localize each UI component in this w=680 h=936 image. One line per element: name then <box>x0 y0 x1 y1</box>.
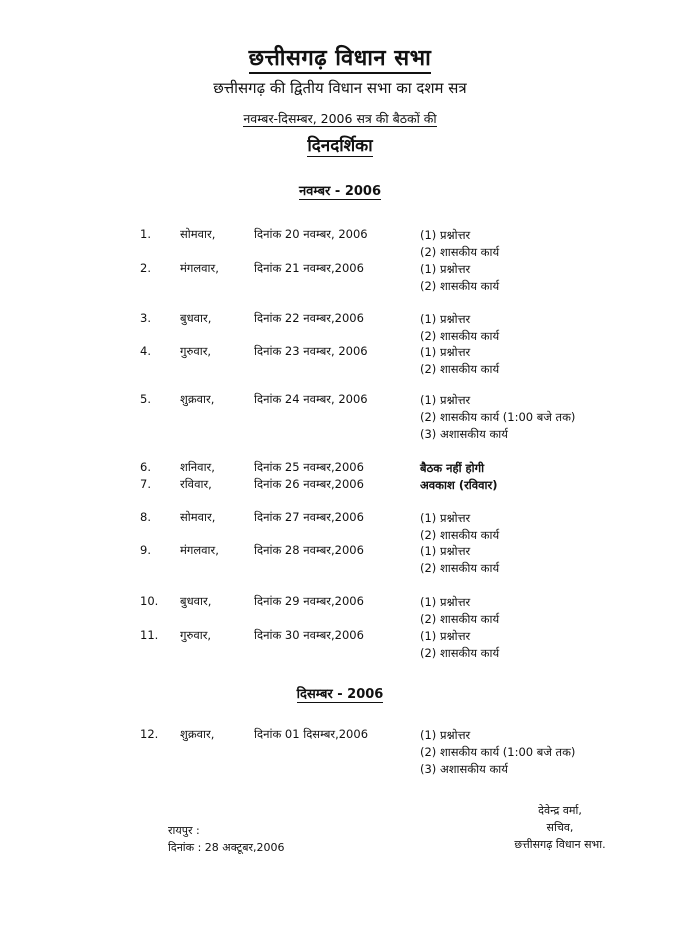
schedule-row <box>0 460 680 478</box>
schedule-row <box>0 261 680 293</box>
row-day: सोमवार, <box>180 227 216 241</box>
row-day: बुधवार, <box>180 594 212 608</box>
row-number: 9. <box>140 543 151 557</box>
signatory-organization: छत्तीसगढ़ विधान सभा. <box>514 838 606 851</box>
agenda-item: (2) शासकीय कार्य <box>420 245 500 259</box>
agenda-item: (1) प्रश्नोत्तर <box>420 511 471 525</box>
row-date: दिनांक 22 नवम्बर,2006 <box>254 311 364 325</box>
row-agenda <box>420 594 499 628</box>
row-number: 10. <box>140 594 159 608</box>
row-number: 1. <box>140 227 151 241</box>
agenda-item: (2) शासकीय कार्य <box>420 528 500 542</box>
row-number: 7. <box>140 477 151 491</box>
schedule-row <box>0 344 680 376</box>
schedule-row <box>0 392 680 441</box>
row-date: दिनांक 27 नवम्बर,2006 <box>254 510 364 524</box>
agenda-item: (2) शासकीय कार्य <box>420 612 500 626</box>
schedule-row <box>0 594 680 626</box>
row-day: गुरुवार, <box>180 344 212 358</box>
row-date: दिनांक 29 नवम्बर,2006 <box>254 594 364 608</box>
row-agenda <box>420 261 499 295</box>
row-date: दिनांक 25 नवम्बर,2006 <box>254 460 364 474</box>
row-agenda <box>420 311 499 345</box>
schedule-row <box>0 628 680 660</box>
month-heading-november: नवम्बर - 2006 <box>298 184 382 199</box>
agenda-item: अवकाश (रविवार) <box>420 478 498 492</box>
row-number: 8. <box>140 510 151 524</box>
agenda-item: (3) अशासकीय कार्य <box>420 762 508 776</box>
row-date: दिनांक 28 नवम्बर,2006 <box>254 543 364 557</box>
issue-date: दिनांक : 28 अक्टूबर,2006 <box>168 841 285 854</box>
agenda-item: (2) शासकीय कार्य <box>420 329 500 343</box>
agenda-item: (1) प्रश्नोत्तर <box>420 595 471 609</box>
row-number: 5. <box>140 392 151 406</box>
row-day: रविवार, <box>180 477 212 491</box>
agenda-item: (1) प्रश्नोत्तर <box>420 393 471 407</box>
row-day: शनिवार, <box>180 460 215 474</box>
row-day: मंगलवार, <box>180 261 219 275</box>
agenda-item: (1) प्रश्नोत्तर <box>420 262 471 276</box>
agenda-item: (2) शासकीय कार्य <box>420 646 500 660</box>
schedule-row <box>0 543 680 575</box>
place: रायपुर : <box>168 824 200 837</box>
row-number: 12. <box>140 727 159 741</box>
row-agenda <box>420 460 484 477</box>
row-day: शुक्रवार, <box>180 727 215 741</box>
row-agenda <box>420 510 499 544</box>
row-number: 11. <box>140 628 159 642</box>
signatory-designation: सचिव, <box>546 821 574 834</box>
row-date: दिनांक 30 नवम्बर,2006 <box>254 628 364 642</box>
place-date-block <box>168 822 285 856</box>
signature-block <box>480 802 640 853</box>
agenda-item: (1) प्रश्नोत्तर <box>420 544 471 558</box>
agenda-item: (2) शासकीय कार्य <box>420 362 500 376</box>
agenda-item: (2) शासकीय कार्य <box>420 279 500 293</box>
row-day: गुरुवार, <box>180 628 212 642</box>
row-number: 4. <box>140 344 151 358</box>
schedule-row <box>0 510 680 542</box>
agenda-item: (1) प्रश्नोत्तर <box>420 629 471 643</box>
row-number: 3. <box>140 311 151 325</box>
signatory-name: देवेन्द्र वर्मा, <box>538 804 582 817</box>
agenda-item: बैठक नहीं होगी <box>420 461 485 475</box>
row-agenda <box>420 344 499 378</box>
row-number: 6. <box>140 460 151 474</box>
agenda-item: (2) शासकीय कार्य (1:00 बजे तक) <box>420 410 576 424</box>
schedule-row <box>0 477 680 495</box>
agenda-item: (1) प्रश्नोत्तर <box>420 312 471 326</box>
agenda-item: (3) अशासकीय कार्य <box>420 427 508 441</box>
row-agenda <box>420 543 499 577</box>
schedule-row <box>0 727 680 776</box>
row-day: बुधवार, <box>180 311 212 325</box>
row-day: मंगलवार, <box>180 543 219 557</box>
row-agenda <box>420 392 575 443</box>
row-agenda <box>420 628 499 662</box>
document-title: छत्तीसगढ़ विधान सभा <box>0 42 680 72</box>
row-date: दिनांक 26 नवम्बर,2006 <box>254 477 364 491</box>
row-date: दिनांक 24 नवम्बर, 2006 <box>254 392 368 406</box>
row-number: 2. <box>140 261 151 275</box>
agenda-item: (1) प्रश्नोत्तर <box>420 728 471 742</box>
row-date: दिनांक 01 दिसम्बर,2006 <box>254 727 369 741</box>
schedule-row <box>0 227 680 259</box>
row-date: दिनांक 23 नवम्बर, 2006 <box>254 344 368 358</box>
agenda-item: (2) शासकीय कार्य <box>420 561 500 575</box>
document-subtitle: छत्तीसगढ़ की द्वितीय विधान सभा का दशम सत्र <box>213 79 467 97</box>
row-day: सोमवार, <box>180 510 216 524</box>
month-heading-december: दिसम्बर - 2006 <box>296 687 384 702</box>
row-agenda <box>420 727 575 778</box>
calendar-heading: दिनदर्शिका <box>307 136 373 156</box>
row-date: दिनांक 21 नवम्बर,2006 <box>254 261 364 275</box>
row-day: शुक्रवार, <box>180 392 215 406</box>
row-agenda <box>420 477 497 494</box>
agenda-item: (1) प्रश्नोत्तर <box>420 345 471 359</box>
schedule-row <box>0 311 680 343</box>
session-line: नवम्बर-दिसम्बर, 2006 सत्र की बैठकों की <box>243 111 437 126</box>
row-agenda <box>420 227 499 261</box>
row-date: दिनांक 20 नवम्बर, 2006 <box>254 227 368 241</box>
agenda-item: (2) शासकीय कार्य (1:00 बजे तक) <box>420 745 576 759</box>
agenda-item: (1) प्रश्नोत्तर <box>420 228 471 242</box>
